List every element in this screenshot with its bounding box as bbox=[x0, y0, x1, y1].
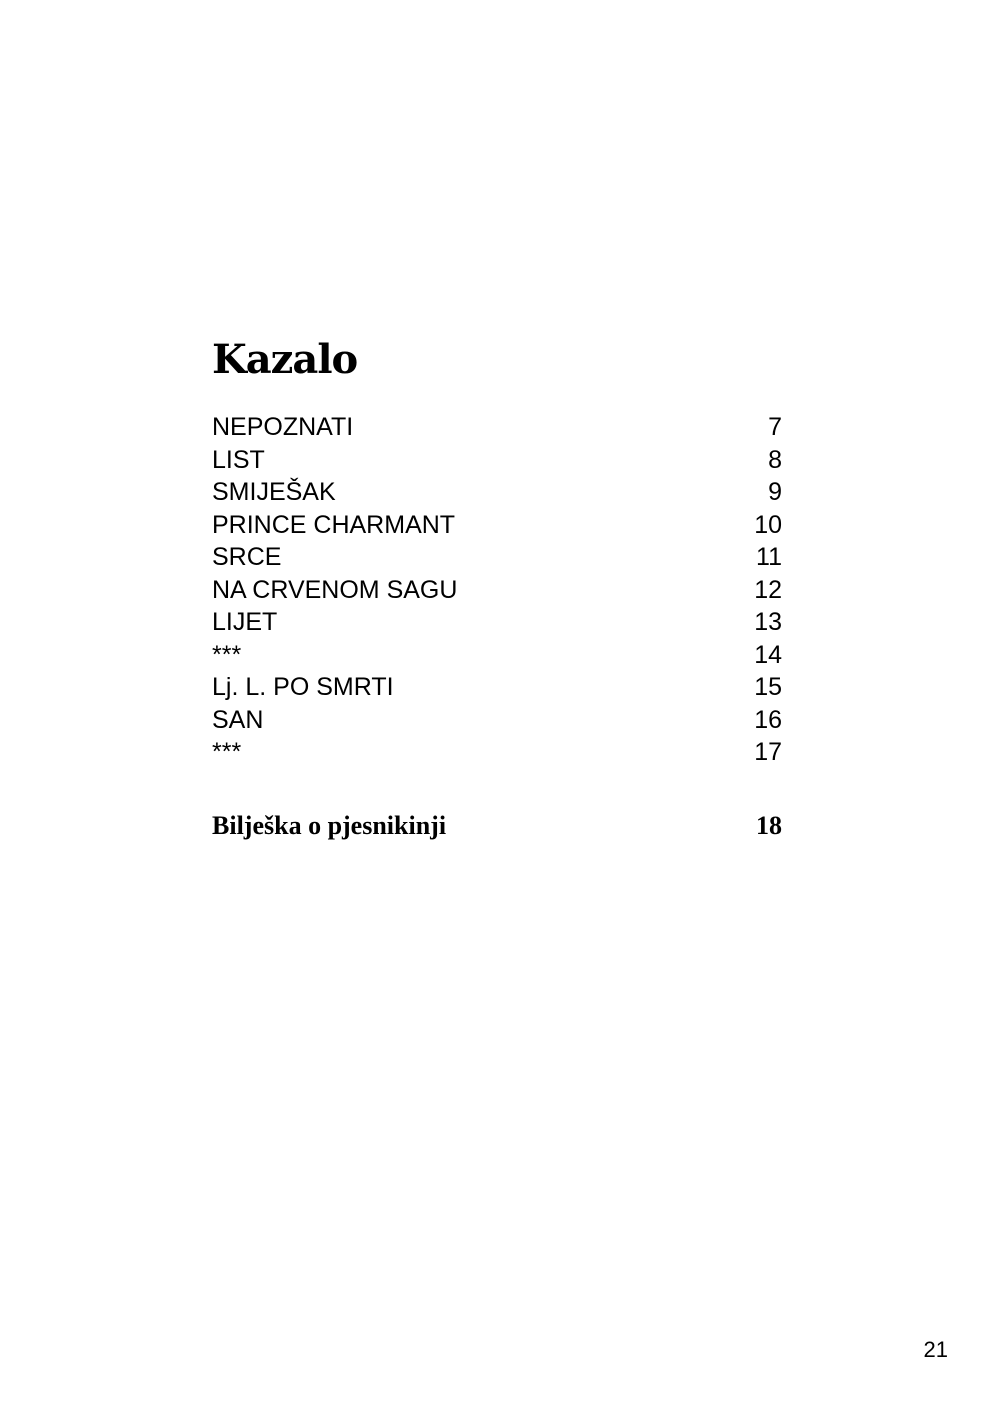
toc-entry-page: 14 bbox=[754, 640, 782, 669]
toc-entry-page: 10 bbox=[754, 510, 782, 539]
toc-entry-page: 9 bbox=[768, 478, 782, 506]
toc-entry-page: 12 bbox=[754, 575, 782, 604]
toc-entry-page: 8 bbox=[768, 445, 782, 474]
table-of-contents bbox=[212, 411, 782, 769]
toc-entry bbox=[212, 736, 782, 769]
page-number: 21 bbox=[923, 1337, 948, 1362]
toc-entry bbox=[212, 639, 782, 672]
toc-entry bbox=[212, 476, 782, 509]
toc-entry-title: PRINCE CHARMANT bbox=[212, 510, 456, 539]
toc-entry-title: NEPOZNATI bbox=[212, 413, 354, 441]
toc-entry-page: 7 bbox=[768, 413, 782, 441]
toc-entry bbox=[212, 606, 782, 639]
toc-entry-title: SAN bbox=[212, 705, 264, 734]
toc-entry-title: LIST bbox=[212, 445, 265, 474]
toc-entry-title: *** bbox=[212, 738, 242, 766]
toc-final-entry bbox=[212, 808, 782, 844]
toc-entry-title: LIJET bbox=[212, 608, 278, 636]
toc-entry bbox=[212, 444, 782, 477]
toc-entry-page: 13 bbox=[754, 608, 782, 636]
toc-entry bbox=[212, 574, 782, 607]
toc-final-entry-page: 18 bbox=[756, 811, 782, 840]
toc-entry-page: 17 bbox=[754, 738, 782, 766]
toc-entry-page: 11 bbox=[756, 543, 782, 571]
toc-entry-page: 15 bbox=[754, 673, 782, 701]
toc-final-entry-title: Bilješka o pjesnikinji bbox=[212, 811, 447, 840]
toc-entry-title: *** bbox=[212, 640, 242, 669]
toc-entry bbox=[212, 411, 782, 444]
toc-entry bbox=[212, 671, 782, 704]
toc-entry-title: SMIJEŠAK bbox=[212, 478, 336, 506]
toc-entry-title: SRCE bbox=[212, 543, 282, 571]
page-title: Kazalo bbox=[212, 336, 358, 383]
toc-entry bbox=[212, 509, 782, 542]
toc-entry bbox=[212, 704, 782, 737]
toc-entry-title: NA CRVENOM SAGU bbox=[212, 575, 458, 604]
toc-entry-title: Lj. L. PO SMRTI bbox=[212, 673, 394, 701]
toc-entry bbox=[212, 541, 782, 574]
toc-entry-page: 16 bbox=[754, 705, 782, 734]
